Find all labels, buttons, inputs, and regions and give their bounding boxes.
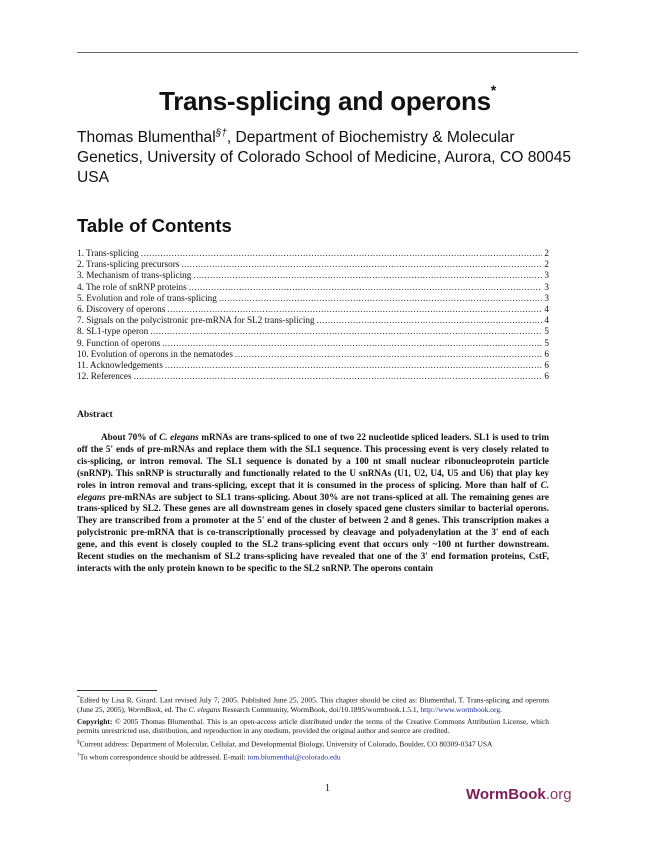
- wormbook-url-link[interactable]: http://www.wormbook.org: [420, 704, 501, 714]
- toc-entry-page: 3: [544, 292, 549, 303]
- abstract-species-2: C. elegans: [77, 479, 549, 502]
- header-rule: [77, 52, 578, 53]
- toc-leader-dots: [150, 326, 542, 337]
- toc-entry-function-operons[interactable]: [77, 338, 549, 349]
- toc-entry-label: 8. SL1-type operon: [77, 326, 149, 337]
- toc-entry-page: 3: [544, 270, 549, 281]
- toc-entry-acknowledgements[interactable]: [77, 360, 549, 371]
- toc-entry-label: 12. References: [77, 371, 132, 382]
- footnote-rule: [77, 690, 157, 691]
- footnote-italic-wormbook: WormBook: [127, 704, 161, 714]
- toc-entry-trans-splicing[interactable]: [77, 248, 549, 259]
- toc-leader-dots: [165, 360, 543, 371]
- correspondence-text: To whom correspondence should be addressed. E-mail:: [79, 752, 248, 762]
- toc-leader-dots: [189, 282, 543, 293]
- toc-entry-references[interactable]: [77, 371, 549, 382]
- footnote-mark: †: [77, 751, 80, 758]
- toc-entry-evolution-trans-splicing[interactable]: [77, 293, 549, 304]
- toc-entry-snrnp-proteins[interactable]: [77, 282, 549, 293]
- footnote-mark: §: [77, 738, 80, 745]
- toc-entry-label: 6. Discovery of operons: [77, 304, 166, 315]
- title-text: Trans-splicing and operons: [159, 86, 491, 116]
- toc-entry-discovery-operons[interactable]: [77, 304, 549, 315]
- abstract-paragraph: [77, 432, 549, 575]
- toc-entry-label: 7. Signals on the polycistronic pre-mRNA for SL2 trans-splicing: [77, 315, 315, 326]
- footnote-mark: *: [77, 695, 80, 701]
- toc-entry-mechanism[interactable]: [77, 270, 549, 281]
- toc-entry-label: 2. Trans-splicing precursors: [77, 259, 180, 270]
- author-block: [77, 124, 582, 188]
- toc-entry-label: 10. Evolution of operons in the nematodes: [77, 348, 233, 359]
- toc-entry-label: 5. Evolution and role of trans-splicing: [77, 292, 217, 303]
- footnote-text: , ed. The: [160, 704, 189, 714]
- footnote-text: Edited by Lisa R. Girard. Last revised July 7, 2005. Published June 25, 2005. This chapter should be cited as: Blumenthal, T. Trans-splicing and operons (June 25, 2005),: [77, 695, 549, 714]
- toc-entry-label: 3. Mechanism of trans-splicing: [77, 270, 192, 281]
- footnote-italic-species: C. elegans: [188, 704, 221, 714]
- page-number: 1: [325, 783, 330, 794]
- footnote-copyright: [77, 717, 549, 736]
- toc-entry-label: 1. Trans-splicing: [77, 248, 139, 258]
- footnote-current-address: [77, 738, 549, 749]
- copyright-text: © 2005 Thomas Blumenthal. This is an open-access article distributed under the terms of the Creative Commons Attribution License, which permits unrestricted use, distribution, and reproduction in any medium, provided the original author and source are credited.: [77, 716, 549, 735]
- toc-entry-label: 4. The role of snRNP proteins: [77, 281, 187, 292]
- toc-entry-page: 6: [544, 348, 549, 359]
- toc-entry-page: 5: [544, 326, 549, 337]
- logo-domain: .org: [545, 786, 572, 803]
- toc-leader-dots: [134, 371, 543, 382]
- toc-leader-dots: [193, 270, 542, 281]
- toc-entry-page: 2: [544, 248, 549, 258]
- toc-leader-dots: [219, 293, 543, 304]
- toc-entry-page: 3: [544, 281, 549, 292]
- toc-leader-dots: [162, 338, 542, 349]
- toc-entry-page: 2: [544, 259, 549, 270]
- footnotes: [77, 694, 549, 764]
- abstract-text-part-2: mRNAs are trans-spliced to one of two 22 nucleotide spliced leaders. SL1 is used to trim off the 5' ends of pre-mRNAs and replace them with the SL1 sequence. This processing event is very closely related to cis-splicing, or intron removal. The SL1 sequence is donated by a 100 nt small nuclear ribonucleoprotein particle (snRNP). This snRNP is structurally and functionally related to the U snRNAs (U1, U2, U4, U5 and U6) that play key roles in intron removal and trans-splicing, except that it is consumed in the process of splicing. More than half of: [77, 432, 549, 490]
- wormbook-logo[interactable]: [466, 786, 572, 803]
- toc-entry-signals-sl2[interactable]: [77, 315, 549, 326]
- toc-heading: Table of Contents: [77, 215, 232, 236]
- toc-leader-dots: [317, 315, 543, 326]
- footnote-edited: [77, 694, 549, 714]
- toc-entry-page: 4: [544, 315, 549, 326]
- logo-wordmark: WormBook: [466, 786, 546, 803]
- toc-entry-page: 4: [544, 304, 549, 315]
- abstract-text-part-1: About 70% of: [101, 432, 160, 442]
- copyright-label: Copyright:: [77, 716, 113, 726]
- toc-leader-dots: [141, 248, 543, 259]
- abstract-heading: Abstract: [77, 409, 113, 420]
- toc-entry-page: 5: [544, 337, 549, 348]
- toc-leader-dots: [167, 304, 542, 315]
- title-footnote-mark: *: [490, 82, 496, 98]
- author-name: Thomas Blumenthal: [77, 129, 216, 147]
- email-link[interactable]: tom.blumenthal@colorado.edu: [247, 752, 341, 762]
- chapter-title: [0, 82, 655, 117]
- author-affiliation: , Department of Biochemistry & Molecular Genetics, University of Colorado School of Medicine, Aurora, CO 80045 USA: [77, 129, 572, 187]
- toc-leader-dots: [235, 349, 543, 360]
- footnote-correspondence: [77, 751, 549, 762]
- toc-entry-evolution-operons[interactable]: [77, 349, 549, 360]
- toc-entry-label: 11. Acknowledgements: [77, 360, 163, 371]
- toc-entry-page: 6: [544, 360, 549, 371]
- abstract-text-part-3: pre-mRNAs are subject to SL1 trans-splicing. About 30% are not trans-spliced at all. The remaining genes are trans-spliced by SL2. These genes are all downstream genes in closely spaced gene clusters similar to bacterial operons. They are transcribed from a promoter at the 5' end of the cluster of between 2 and 8 genes. This transcription makes a polycistronic pre-mRNA that is co-transcriptionally processed by cleavage and polyadenylation at the 3' end of each gene, and this event is closely coupled to the SL2 trans-splicing event that occurs only ~100 nt further downstream. Recent studies on the mechanism of SL2 trans-splicing have revealed that one of the 3' end formation proteins, CstF, interacts with the only protein known to be specific to the SL2 snRNP. The operons contain: [77, 491, 549, 573]
- toc-entry-sl1-operon[interactable]: [77, 326, 549, 337]
- toc-entry-page: 6: [544, 371, 549, 382]
- footnote-text: Research Community, WormBook, doi/10.1895/wormbook.1.5.1,: [220, 704, 421, 714]
- toc-entry-trans-splicing-precursors[interactable]: [77, 259, 549, 270]
- current-address-text: Current address: Department of Molecular, Cellular, and Developmental Biology, University of Colorado, Boulder, CO 80309-0347 USA: [79, 739, 493, 749]
- toc-entry-label: 9. Function of operons: [77, 337, 161, 348]
- abstract-species-1: C. elegans: [159, 432, 199, 442]
- toc-leader-dots: [181, 259, 542, 270]
- footnote-text: .: [500, 704, 503, 714]
- table-of-contents: [77, 248, 549, 382]
- author-marks: §†: [215, 128, 227, 139]
